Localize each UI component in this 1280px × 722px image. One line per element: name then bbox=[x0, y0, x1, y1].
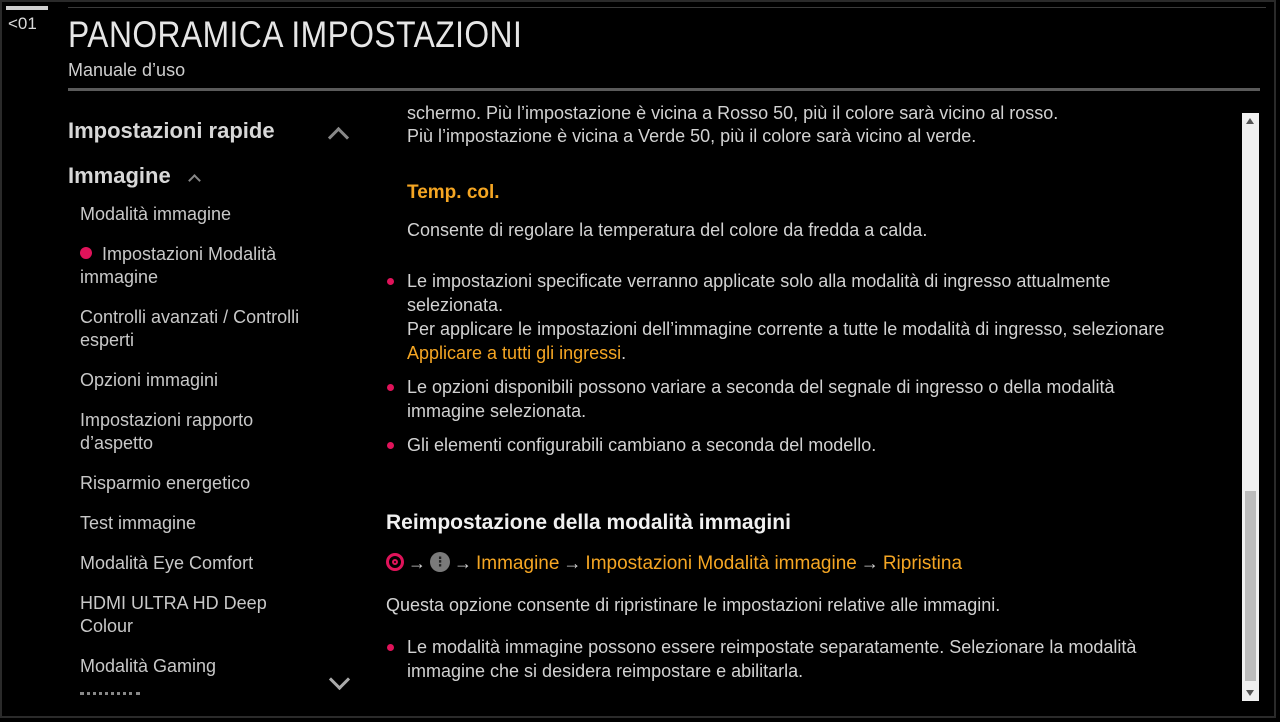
sidebar-item-rapporto-aspetto[interactable]: Impostazioni rapporto d’aspetto bbox=[80, 410, 254, 453]
link-applicare-tutti-ingressi[interactable]: Applicare a tutti gli ingressi bbox=[407, 343, 622, 363]
bullet-text: Le opzioni disponibili possono variare a seconda del segnale di ingresso o della modalità immagine selezionata. bbox=[407, 377, 1115, 421]
sidebar-item-opzioni-immagini[interactable]: Opzioni immagini bbox=[80, 370, 219, 390]
bullet-text: Le impostazioni specificate verranno applicate solo alla modalità di ingresso attualmente selezionata. bbox=[407, 271, 1111, 315]
bullet-item bbox=[386, 433, 1166, 457]
scrollbar-thumb[interactable] bbox=[1245, 491, 1256, 681]
chevron-down-icon[interactable] bbox=[329, 669, 350, 690]
sidebar-item-controlli-avanzati[interactable]: Controlli avanzati / Controlli esperti bbox=[80, 307, 300, 350]
path-step-ripristina[interactable]: Ripristina bbox=[882, 553, 963, 574]
path-step-impostazioni-modalita[interactable]: Impostazioni Modalità immagine bbox=[585, 553, 857, 574]
bullet-text bbox=[407, 317, 1166, 365]
chevron-up-icon[interactable] bbox=[188, 174, 201, 187]
heading-reset-mode: Reimpostazione della modalità immagini bbox=[386, 511, 791, 534]
paragraph-cut-off: schermo. Più l’impostazione è vicina a Rosso 50, più il colore sarà vicino al rosso. bbox=[407, 103, 1059, 123]
chevron-up-icon[interactable] bbox=[328, 127, 349, 148]
arrow-icon: → bbox=[860, 553, 879, 573]
back-indicator-bar bbox=[6, 6, 48, 10]
back-button[interactable]: <01 bbox=[8, 14, 37, 33]
sidebar-section-impostazioni-rapide[interactable]: Impostazioni rapide bbox=[68, 118, 275, 143]
bullet-item bbox=[386, 375, 1166, 423]
arrow-icon: → bbox=[454, 553, 472, 573]
sidebar-item-modalita-immagine[interactable]: Modalità immagine bbox=[80, 204, 232, 224]
header-divider bbox=[68, 88, 1260, 91]
sidebar-item-impostazioni-modalita-immagine[interactable] bbox=[80, 243, 320, 289]
bullet-text: Gli elementi configurabili cambiano a seconda del modello. bbox=[407, 435, 877, 455]
arrow-icon: → bbox=[408, 553, 426, 573]
path-step-immagine[interactable]: Immagine bbox=[476, 553, 560, 574]
page-subtitle: Manuale d’uso bbox=[68, 60, 186, 80]
sidebar-item-hdmi-deep-colour[interactable]: HDMI ULTRA HD Deep Colour bbox=[80, 593, 267, 636]
scroll-up-arrow-icon[interactable] bbox=[1246, 118, 1254, 124]
gear-icon bbox=[386, 553, 404, 571]
more-options-icon: ⋮ bbox=[430, 552, 450, 572]
bullet-text-part: Per applicare le impostazioni dell’immagine corrente a tutte le modalità di ingresso, selezionare bbox=[407, 319, 1165, 339]
bullet-dot-icon bbox=[387, 384, 394, 391]
paragraph-green: Più l’impostazione è vicina a Verde 50, più il colore sarà vicino al verde. bbox=[407, 126, 977, 146]
menu-path bbox=[386, 551, 962, 576]
main-content bbox=[386, 100, 1236, 700]
content-scrollbar[interactable] bbox=[1242, 113, 1259, 701]
active-dot-icon bbox=[80, 247, 92, 259]
heading-temp-col: Temp. col. bbox=[407, 182, 500, 203]
sidebar-item-modalita-gaming[interactable]: Modalità Gaming bbox=[80, 656, 217, 676]
top-divider bbox=[68, 7, 1266, 8]
sidebar-section-immagine[interactable]: Immagine bbox=[68, 163, 171, 188]
bullet-dot-icon bbox=[387, 278, 394, 285]
sidebar-item-label: Impostazioni Modalità immagine bbox=[80, 244, 277, 287]
paragraph-temp-desc: Consente di regolare la temperatura del colore da fredda a calda. bbox=[407, 220, 928, 240]
sidebar-item-test-immagine[interactable]: Test immagine bbox=[80, 513, 197, 533]
bullet-text-end: . bbox=[621, 343, 627, 363]
sidebar-item-cut-off bbox=[80, 692, 140, 700]
arrow-icon: → bbox=[563, 553, 582, 573]
bullet-item bbox=[386, 635, 1166, 683]
sidebar bbox=[66, 100, 366, 700]
scroll-down-arrow-icon[interactable] bbox=[1246, 690, 1254, 696]
bullet-dot-icon bbox=[387, 442, 394, 449]
sidebar-item-risparmio-energetico[interactable]: Risparmio energetico bbox=[80, 473, 251, 493]
sidebar-item-eye-comfort[interactable]: Modalità Eye Comfort bbox=[80, 553, 254, 573]
bullet-dot-icon bbox=[387, 644, 394, 651]
bullet-text: Le modalità immagine possono essere reimpostate separatamente. Selezionare la modalità immagine che si desidera reimpostare e abilitarla. bbox=[407, 637, 1137, 681]
page-title: PANORAMICA IMPOSTAZIONI bbox=[68, 14, 523, 55]
paragraph-reset-desc: Questa opzione consente di ripristinare le impostazioni relative alle immagini. bbox=[386, 595, 1001, 615]
bullet-item bbox=[386, 269, 1166, 365]
